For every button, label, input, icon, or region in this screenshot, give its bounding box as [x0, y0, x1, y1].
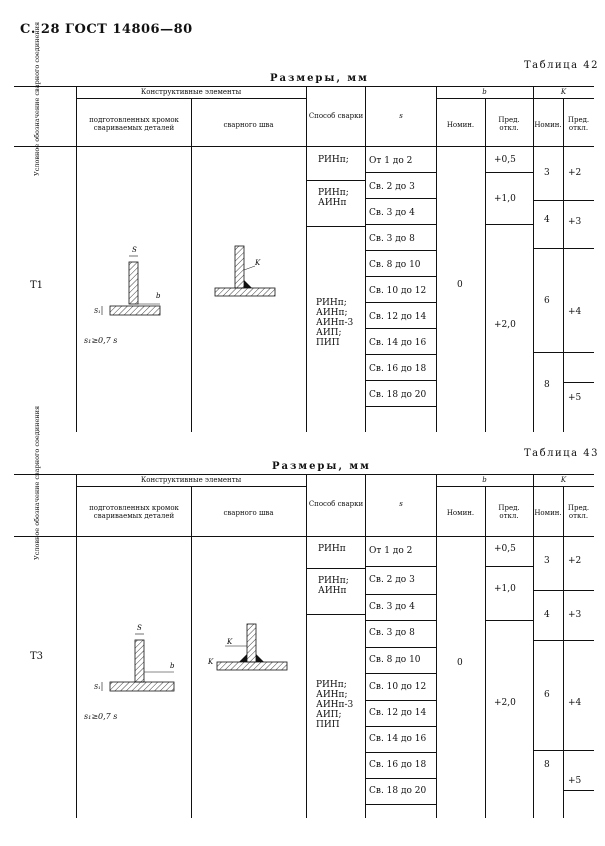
k-nominal: 6	[544, 690, 550, 700]
header-joint: Условное обозначение сварного соединения	[33, 405, 41, 560]
s-value: От 1 до 2	[369, 546, 413, 556]
svg-text:K: K	[227, 638, 233, 646]
header-b-nom: Номин.	[446, 121, 475, 129]
s-value: Св. 12 до 14	[369, 312, 427, 322]
k-tolerance: +5	[568, 393, 582, 403]
b-tolerance: +0,5	[494, 544, 516, 554]
header-weld: сварного шва	[223, 509, 274, 517]
header-b-tol: Пред. откл.	[498, 504, 520, 520]
header-weld: сварного шва	[223, 121, 274, 129]
svg-text:S₁: S₁	[94, 308, 101, 315]
k-tolerance: +4	[568, 307, 582, 317]
k-tolerance: +4	[568, 698, 582, 708]
method-2: РИНп; АИНп	[318, 576, 349, 596]
k-tolerance: +3	[568, 217, 582, 227]
header-k: K	[560, 476, 567, 484]
k-nominal: 8	[544, 380, 550, 390]
header-joint: Условное обозначение сварного соединения	[33, 21, 41, 176]
header-prepared: подготовленных кромок свариваемых деталей	[89, 116, 179, 132]
k-tolerance: +5	[568, 776, 582, 786]
svg-text:S₁: S₁	[94, 684, 101, 691]
s-value: Св. 18 до 20	[369, 786, 427, 796]
k-tolerance: +2	[568, 168, 582, 178]
svg-text:K: K	[255, 259, 261, 267]
s-value: Св. 12 до 14	[369, 708, 427, 718]
s-value: Св. 10 до 12	[369, 286, 427, 296]
s-value: Св. 2 до 3	[369, 575, 415, 585]
header-s: s	[399, 500, 403, 508]
s-value: Св. 16 до 18	[369, 364, 427, 374]
b-tolerance: +1,0	[494, 584, 516, 594]
svg-text:S: S	[137, 624, 142, 632]
table-title: Размеры, мм	[270, 73, 369, 84]
header-prepared: подготовленных кромок свариваемых деталей	[89, 504, 179, 520]
thickness-note: s₁≥0,7 s	[84, 336, 118, 345]
k-tolerance: +3	[568, 610, 582, 620]
header-k-nom: Номин.	[534, 509, 562, 517]
header-b: b	[482, 88, 487, 96]
k-nominal: 4	[544, 610, 550, 620]
s-value: Св. 14 до 16	[369, 734, 427, 744]
svg-text:b: b	[170, 662, 175, 670]
joint-designation: Т1	[30, 280, 44, 291]
header-b-tol: Пред. откл.	[498, 116, 520, 132]
s-value: Св. 18 до 20	[369, 390, 427, 400]
method-2: РИНп; АИНп	[318, 188, 349, 208]
weld-figure	[205, 240, 305, 320]
page-header: С. 28 ГОСТ 14806—80	[20, 22, 193, 37]
joint-designation: Т3	[30, 651, 44, 662]
s-value: Св. 3 до 4	[369, 208, 415, 218]
k-nominal: 3	[544, 556, 550, 566]
k-tolerance: +2	[568, 556, 582, 566]
prepared-edges-figure	[80, 618, 190, 718]
k-nominal: 8	[544, 760, 550, 770]
header-method: Способ сварки	[308, 500, 364, 508]
b-nominal: 0	[457, 658, 463, 668]
svg-text:K: K	[208, 658, 214, 666]
s-value: Св. 10 до 12	[369, 682, 427, 692]
b-tolerance: +1,0	[494, 194, 516, 204]
table-label: Таблица 43	[524, 448, 599, 459]
svg-text:b: b	[156, 292, 161, 300]
b-tolerance: +2,0	[494, 698, 516, 708]
prepared-edges-figure	[80, 240, 190, 350]
table-title: Размеры, мм	[272, 461, 371, 472]
weld-figure	[205, 616, 305, 686]
header-b-nom: Номин.	[446, 509, 475, 517]
method-3: РИНп; АИНп; АИНп-3 АИП; ПИП	[316, 680, 354, 730]
header-k-tol: Пред. откл.	[567, 504, 590, 520]
header-method: Способ сварки	[308, 112, 364, 120]
s-value: Св. 3 до 8	[369, 628, 415, 638]
header-b: b	[482, 476, 487, 484]
s-value: Св. 14 до 16	[369, 338, 427, 348]
header-k-nom: Номин.	[534, 121, 562, 129]
method-3: РИНп; АИНп; АИНп-3 АИП; ПИП	[316, 298, 354, 348]
b-tolerance: +0,5	[494, 155, 516, 165]
header-elements: Конструктивные элементы	[140, 88, 242, 96]
method-1: РИНп	[318, 544, 346, 554]
b-tolerance: +2,0	[494, 320, 516, 330]
s-value: От 1 до 2	[369, 156, 413, 166]
header-k-tol: Пред. откл.	[567, 116, 590, 132]
svg-text:S: S	[132, 246, 137, 254]
header-k: K	[560, 88, 567, 96]
table-label: Таблица 42	[524, 60, 599, 71]
thickness-note: s₁≥0,7 s	[84, 712, 118, 721]
s-value: Св. 2 до 3	[369, 182, 415, 192]
method-1: РИНп;	[318, 155, 349, 165]
s-value: Св. 3 до 4	[369, 602, 415, 612]
s-value: Св. 3 до 8	[369, 234, 415, 244]
k-nominal: 4	[544, 215, 550, 225]
s-value: Св. 8 до 10	[369, 260, 421, 270]
k-nominal: 6	[544, 296, 550, 306]
header-elements: Конструктивные элементы	[140, 476, 242, 484]
k-nominal: 3	[544, 168, 550, 178]
s-value: Св. 16 до 18	[369, 760, 427, 770]
header-s: s	[399, 112, 403, 120]
s-value: Св. 8 до 10	[369, 655, 421, 665]
b-nominal: 0	[457, 280, 463, 290]
